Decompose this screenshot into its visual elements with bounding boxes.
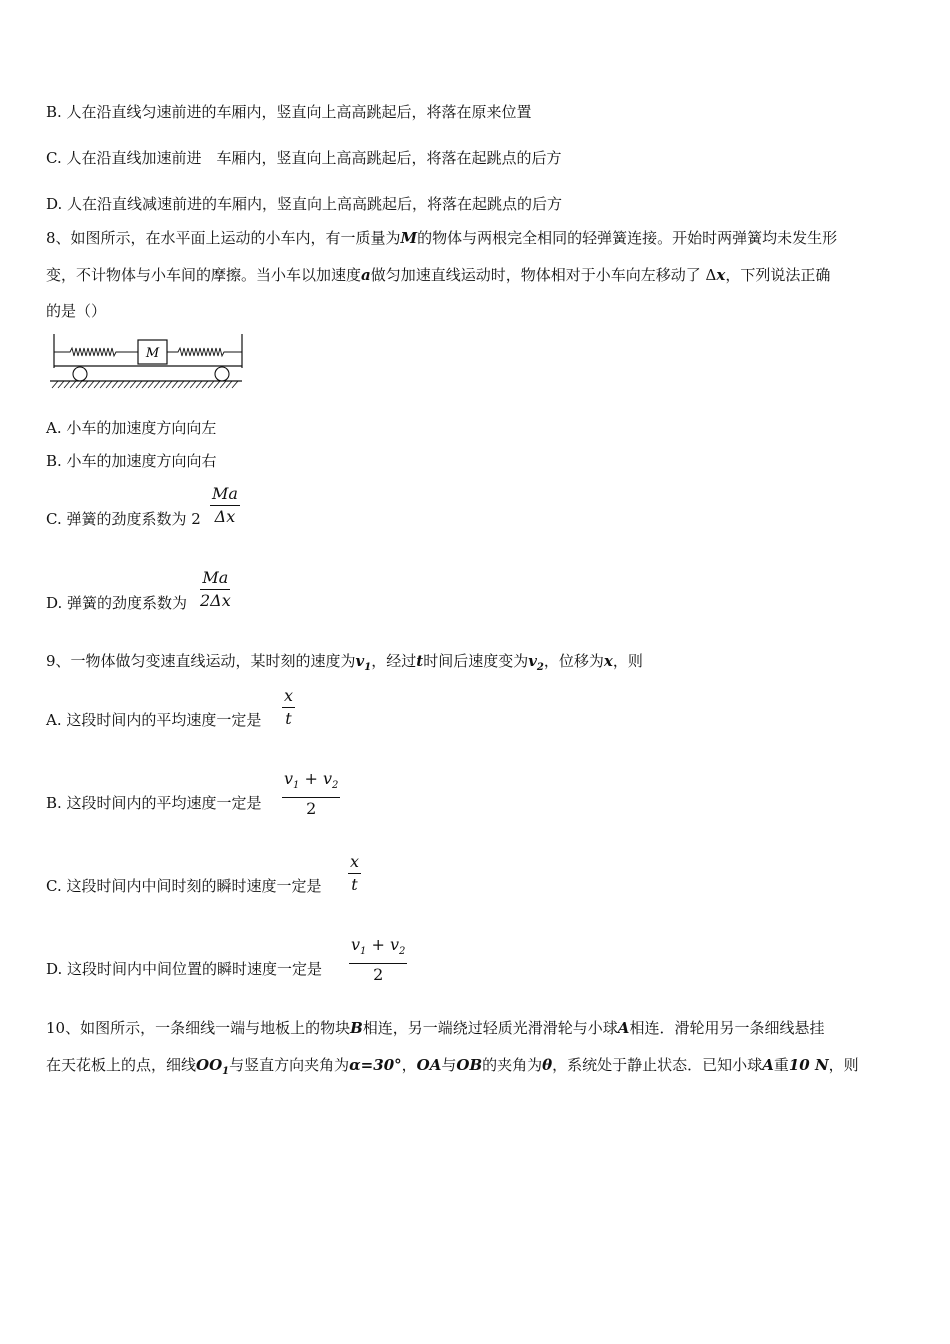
q8-option-d-fraction xyxy=(198,567,233,612)
fraction-denominator: t xyxy=(285,709,292,728)
q10-stem-text: 重 xyxy=(773,1056,789,1074)
q8-stem-text: 8、如图所示，在水平面上运动的小车内，有一质量为 xyxy=(46,229,401,247)
q9-v2-symbol: $v_2$ xyxy=(528,652,544,673)
q10-stem-text: 相连，另一端绕过轻质光滑滑轮与小球 xyxy=(362,1019,618,1037)
q8-stem-text: 的物体与两根完全相同的轻弹簧连接。开始时两弹簧均未发生形 xyxy=(417,229,838,247)
q9-t-symbol: t xyxy=(416,652,424,670)
q9-x-symbol: x xyxy=(603,652,613,670)
fraction-numerator: x xyxy=(348,851,361,874)
q10-B-symbol: B xyxy=(350,1019,363,1037)
q10-stem-text: 的夹角为 xyxy=(482,1056,543,1074)
q8-accel-symbol: a xyxy=(361,266,371,284)
q9-stem-text: ，位移为 xyxy=(543,652,604,670)
fraction-numerator: Ma xyxy=(210,483,240,506)
q10-stem-text: 在天花板上的点，细线 xyxy=(46,1056,197,1074)
q9-stem-text: ，则 xyxy=(612,652,643,670)
fraction-numerator: $v_1 + v_2$ xyxy=(349,934,407,964)
q10-stem-line1 xyxy=(46,1018,824,1038)
q10-stem-line2 xyxy=(46,1055,859,1082)
q10-OO1-symbol: $OO_1$ xyxy=(196,1056,230,1077)
q8-stem-line1 xyxy=(46,228,837,248)
right-spring xyxy=(167,348,242,356)
q9-option-d: D. 这段时间内中间位置的瞬时速度一定是 xyxy=(46,960,323,978)
ground-hatching xyxy=(52,381,238,388)
q7-option-d: D. 人在沿直线减速前进的车厢内，竖直向上高高跳起后，将落在起跳点的后方 xyxy=(46,195,563,213)
q8-stem-text: 变，不计物体与小车间的摩擦。当小车以加速度 xyxy=(46,266,362,284)
q8-mass-symbol: M xyxy=(400,229,418,247)
q10-stem-text: 10、如图所示，一条细线一端与地板上的物块 xyxy=(46,1019,351,1037)
fraction-numerator: x xyxy=(282,685,295,708)
q10-stem-text: 相连．滑轮用另一条细线悬挂 xyxy=(629,1019,825,1037)
q7-option-c: C. 人在沿直线加速前进 车厢内，竖直向上高高跳起后，将落在起跳点的后方 xyxy=(46,149,562,167)
q9-option-c-fraction xyxy=(348,851,361,896)
q10-OB-symbol: OB xyxy=(456,1056,483,1074)
q10-alpha-symbol: α=30° xyxy=(349,1056,402,1074)
left-wheel xyxy=(73,367,87,381)
q9-stem-text: ，经过 xyxy=(371,652,417,670)
q10-OA-symbol: OA xyxy=(416,1056,442,1074)
q9-stem xyxy=(46,651,643,678)
q9-stem-text: 时间后速度变为 xyxy=(423,652,529,670)
q8-option-c-fraction xyxy=(210,483,240,528)
q8-stem-text: ，下列说法正确 xyxy=(725,266,831,284)
q9-option-a: A. 这段时间内的平均速度一定是 xyxy=(46,711,262,729)
q8-option-b: B. 小车的加速度方向向右 xyxy=(46,452,217,470)
q10-A-symbol: A xyxy=(617,1019,630,1037)
fraction-denominator: 2 xyxy=(306,799,317,819)
right-wheel xyxy=(215,367,229,381)
q8-stem-line3: 的是（） xyxy=(46,302,107,320)
left-spring xyxy=(54,348,138,356)
q8-option-c: C. 弹簧的劲度系数为 2 xyxy=(46,510,201,528)
q9-option-b: B. 这段时间内的平均速度一定是 xyxy=(46,794,262,812)
q8-option-a: A. 小车的加速度方向向左 xyxy=(46,419,217,437)
q7-option-b: B. 人在沿直线匀速前进的车厢内，竖直向上高高跳起后，将落在原来位置 xyxy=(46,103,532,121)
q9-v1-symbol: $v_1$ xyxy=(355,652,372,673)
q8-stem-text: 做匀加速直线运动时，物体相对于小车向左移动了 Δ xyxy=(370,266,717,284)
fraction-denominator: 2 xyxy=(373,965,384,985)
cart-spring-figure xyxy=(46,330,246,390)
q10-A-symbol: A xyxy=(762,1056,774,1074)
q9-option-b-fraction xyxy=(282,768,340,820)
q10-theta-symbol: θ xyxy=(542,1056,553,1074)
q10-weight-value: 10 N xyxy=(788,1056,829,1074)
q8-x-symbol: x xyxy=(716,266,726,284)
fraction-numerator: $v_1 + v_2$ xyxy=(282,768,340,798)
q10-stem-text: ，系统处于静止状态．已知小球 xyxy=(552,1056,763,1074)
q9-option-a-fraction xyxy=(282,685,295,730)
q10-stem-text: ，则 xyxy=(828,1056,859,1074)
q9-option-d-fraction xyxy=(349,934,407,986)
fraction-denominator: t xyxy=(351,875,358,894)
fraction-denominator: Δx xyxy=(214,507,236,526)
q8-option-d: D. 弹簧的劲度系数为 xyxy=(46,594,188,612)
fraction-denominator: 2Δx xyxy=(200,591,231,610)
q10-stem-text: ， xyxy=(401,1056,417,1074)
mass-label: M xyxy=(145,346,160,361)
q8-stem-line2 xyxy=(46,265,830,285)
q10-stem-text: 与 xyxy=(441,1056,457,1074)
q9-stem-text: 9、一物体做匀变速直线运动，某时刻的速度为 xyxy=(46,652,356,670)
q9-option-c: C. 这段时间内中间时刻的瞬时速度一定是 xyxy=(46,877,322,895)
q10-stem-text: 与竖直方向夹角为 xyxy=(229,1056,350,1074)
fraction-numerator: Ma xyxy=(200,567,230,590)
